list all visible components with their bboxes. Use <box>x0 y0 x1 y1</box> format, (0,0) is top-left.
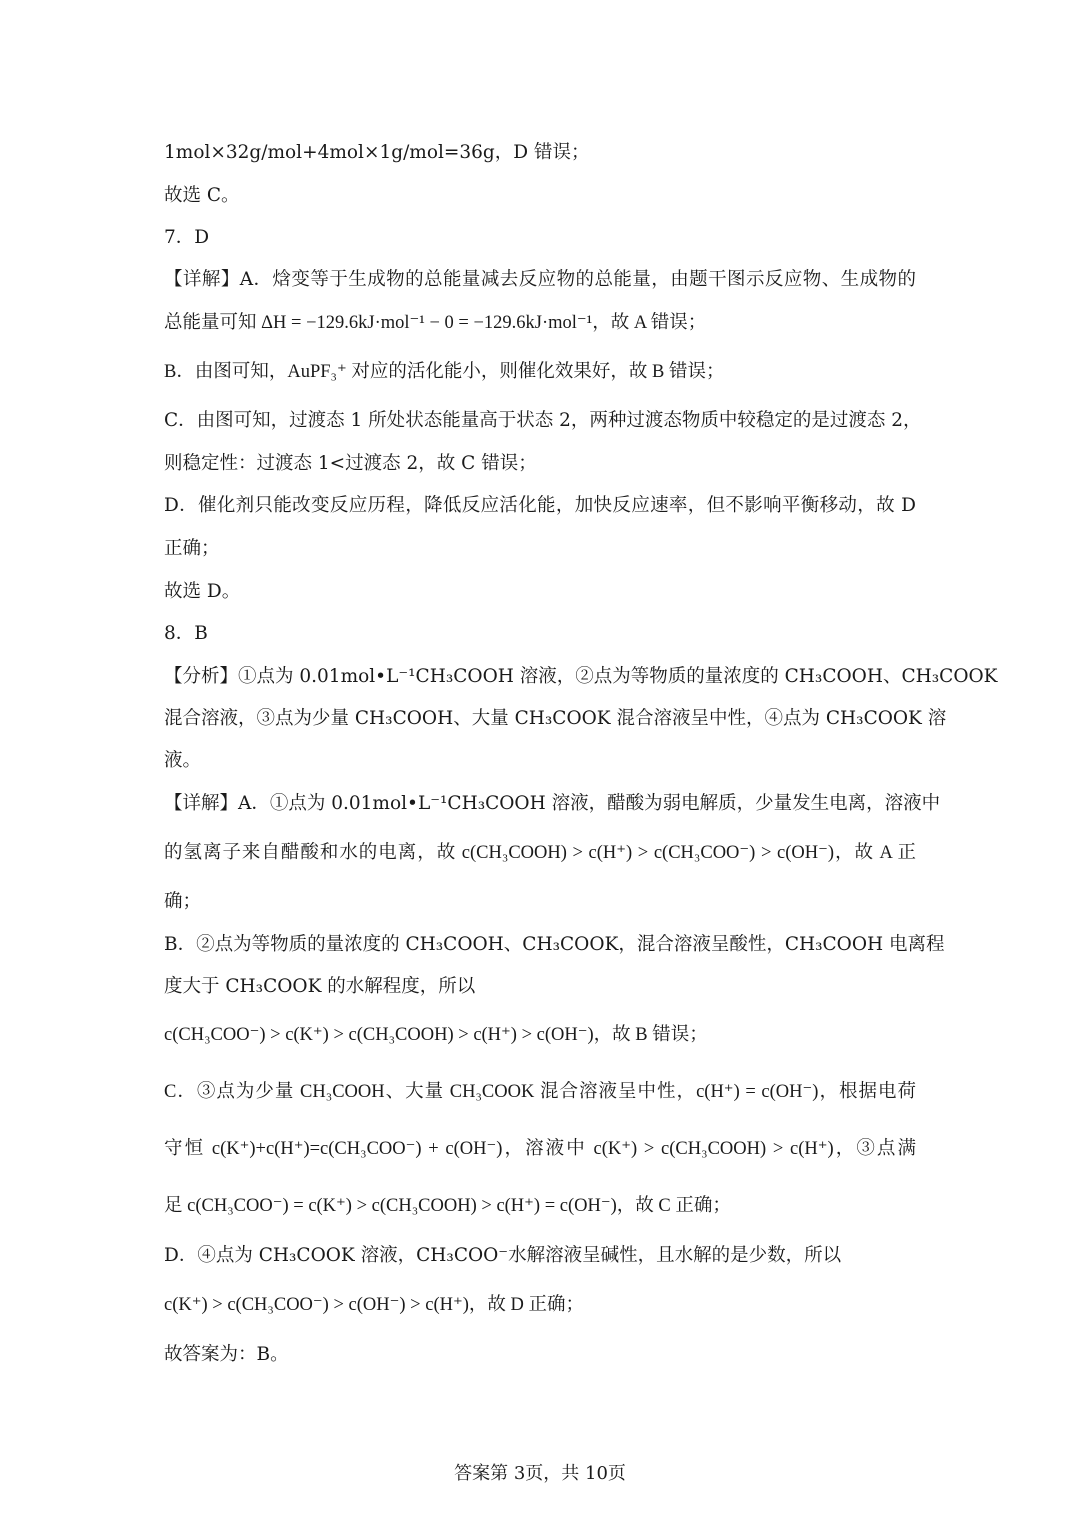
text-line: 故选 C。 <box>164 185 240 206</box>
text-line: D．催化剂只能改变反应历程，降低反应活化能，加快反应速率，但不影响平衡移动，故 D <box>164 495 916 516</box>
text-line: C．由图可知，过渡态 1 所处状态能量高于状态 2，两种过渡态物质中较稳定的是过渡态 2， <box>164 410 922 431</box>
text-line: 【分析】①点为 0.01mol•L⁻¹CH₃COOH 溶液，②点为等物质的量浓度的 CH₃COOH、CH₃COOK <box>164 666 998 687</box>
text-line: 则稳定性：过渡态 1<过渡态 2，故 C 错误； <box>164 453 537 474</box>
text-line: C．③点为少量 CH₃COOH、大量 CH₃COOK 混合溶液呈中性，c(H⁺) = c(OH⁻)，根据电荷 <box>164 1082 916 1102</box>
text-line: B．②点为等物质的量浓度的 CH₃COOH、CH₃COOK，混合溶液呈酸性，CH₃COOH 电离程 <box>164 934 945 955</box>
text-line: 混合溶液，③点为少量 CH₃COOH、大量 CH₃COOK 混合溶液呈中性，④点为 CH₃COOK 溶 <box>164 708 947 729</box>
text-line: 正确； <box>164 538 220 559</box>
text-line: 守恒 c(K⁺)+c(H⁺)=c(CH₃COO⁻) + c(OH⁻)，溶液中 c(K⁺) > c(CH₃COOH) > c(H⁺)，③点满 <box>164 1139 916 1159</box>
text-line: 故选 D。 <box>164 581 241 602</box>
text-line: B．由图可知，AuPF₃⁺ 对应的活化能小，则催化效果好，故 B 错误； <box>164 362 725 382</box>
text-line: 【详解】A．①点为 0.01mol•L⁻¹CH₃COOH 溶液，醋酸为弱电解质，少量发生电离，溶液中 <box>164 793 941 814</box>
text-line: 故答案为：B。 <box>164 1344 289 1365</box>
text-line: 总能量可知 ΔH = −129.6kJ·mol⁻¹ − 0 = −129.6kJ·mol⁻¹，故 A 错误； <box>164 313 707 333</box>
question-number: 7．D <box>164 227 210 248</box>
text-line: D．④点为 CH₃COOK 溶液，CH₃COO⁻水解溶液呈碱性，且水解的是少数，所以 <box>164 1245 842 1266</box>
text-line: c(K⁺) > c(CH₃COO⁻) > c(OH⁻) > c(H⁺)，故 D 正确； <box>164 1295 584 1315</box>
page-footer: 答案第 3页，共 10页 <box>454 1463 626 1484</box>
text-line: 足 c(CH₃COO⁻) = c(K⁺) > c(CH₃COOH) > c(H⁺) = c(OH⁻)，故 C 正确； <box>164 1196 731 1216</box>
text-line: 【详解】A．焓变等于生成物的总能量减去反应物的总能量，由题干图示反应物、生成物的 <box>164 269 916 290</box>
text-line: c(CH₃COO⁻) > c(K⁺) > c(CH₃COOH) > c(H⁺) > c(OH⁻)，故 B 错误； <box>164 1025 708 1045</box>
text-line: 度大于 CH₃COOK 的水解程度，所以 <box>164 976 476 997</box>
question-number: 8．B <box>164 623 208 644</box>
text-line: 的氢离子来自醋酸和水的电离，故 c(CH₃COOH) > c(H⁺) > c(CH₃COO⁻) > c(OH⁻)，故 A 正 <box>164 843 916 863</box>
text-line: 1mol×32g/mol+4mol×1g/mol=36g，D 错误； <box>164 142 590 163</box>
text-line: 液。 <box>164 750 202 771</box>
text-line: 确； <box>164 891 202 912</box>
